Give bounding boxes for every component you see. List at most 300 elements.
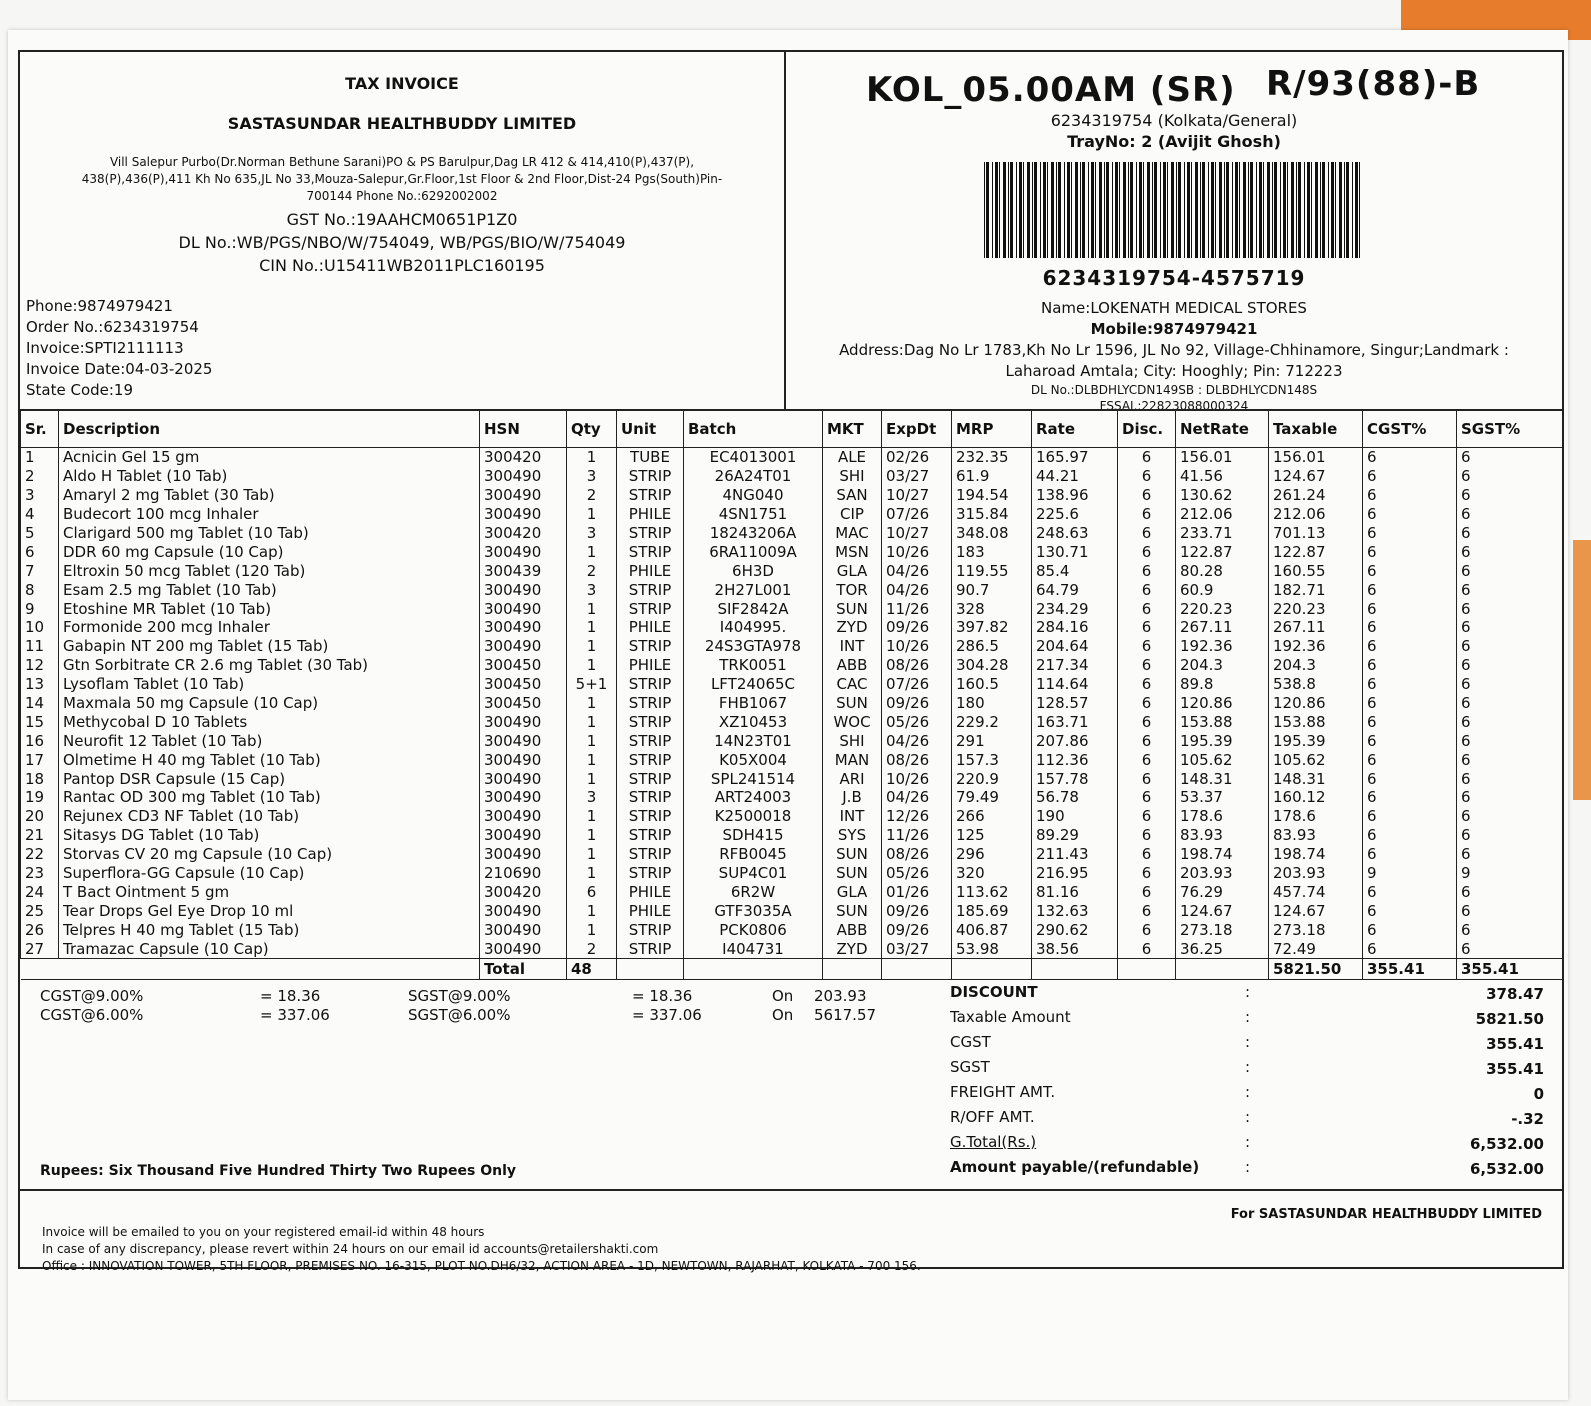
column-header: ExpDt bbox=[882, 410, 952, 448]
table-cell: 6 bbox=[1457, 826, 1563, 845]
barcode-bar bbox=[1346, 162, 1349, 258]
table-cell: 24S3GTA978 bbox=[684, 637, 823, 656]
table-cell: 6 bbox=[1363, 845, 1457, 864]
barcode-bar bbox=[1115, 162, 1118, 258]
barcode-bar bbox=[1215, 162, 1216, 258]
table-cell: 6 bbox=[1118, 920, 1176, 939]
table-cell: 6 bbox=[1363, 712, 1457, 731]
gst-number: GST No.:19AAHCM0651P1Z0 bbox=[286, 210, 518, 229]
barcode-bar bbox=[1171, 162, 1174, 258]
table-cell: 6 bbox=[1363, 618, 1457, 637]
table-cell: STRIP bbox=[617, 807, 684, 826]
table-cell: 125 bbox=[952, 826, 1032, 845]
barcode-bar bbox=[1160, 162, 1161, 258]
table-cell: 122.87 bbox=[1176, 542, 1269, 561]
table-cell: 320 bbox=[952, 864, 1032, 883]
table-cell: 11 bbox=[21, 637, 59, 656]
table-cell: PHILE bbox=[617, 561, 684, 580]
table-cell: 397.82 bbox=[952, 618, 1032, 637]
seller-header bbox=[20, 52, 786, 409]
table-cell: 267.11 bbox=[1176, 618, 1269, 637]
table-cell: 195.39 bbox=[1176, 731, 1269, 750]
barcode-bar bbox=[1091, 162, 1094, 258]
rack-reference: R/93(88)-B bbox=[1266, 64, 1481, 104]
table-row bbox=[21, 712, 1563, 731]
table-cell: 183 bbox=[952, 542, 1032, 561]
barcode-bar bbox=[1191, 162, 1192, 258]
barcode-bar bbox=[1106, 162, 1109, 258]
table-cell: 3 bbox=[567, 524, 617, 543]
table-cell: 212.06 bbox=[1269, 505, 1363, 524]
table-cell: STRIP bbox=[617, 637, 684, 656]
table-cell: K2500018 bbox=[684, 807, 823, 826]
table-cell: 290.62 bbox=[1032, 920, 1118, 939]
shipping-header bbox=[786, 52, 1562, 413]
table-cell: 122.87 bbox=[1269, 542, 1363, 561]
table-row bbox=[21, 505, 1563, 524]
barcode-bar bbox=[1208, 162, 1209, 258]
table-cell: 61.9 bbox=[952, 467, 1032, 486]
table-cell: 132.63 bbox=[1032, 901, 1118, 920]
table-cell: 6 bbox=[1363, 901, 1457, 920]
table-cell: ZYD bbox=[823, 939, 882, 958]
order-number: Order No.:6234319754 bbox=[26, 318, 199, 336]
table-cell: 6 bbox=[1457, 580, 1563, 599]
total-row bbox=[21, 959, 1563, 980]
table-cell: PHILE bbox=[617, 505, 684, 524]
tax-breakup-cgst-eq: = 337.06 bbox=[260, 1006, 330, 1024]
table-cell: 6 bbox=[1457, 882, 1563, 901]
barcode-bar bbox=[1032, 162, 1033, 258]
table-row bbox=[21, 524, 1563, 543]
barcode-bar bbox=[1359, 162, 1360, 258]
table-body bbox=[21, 448, 1563, 980]
table-cell: 130.71 bbox=[1032, 542, 1118, 561]
table-row bbox=[21, 656, 1563, 675]
table-cell: 232.35 bbox=[952, 448, 1032, 467]
table-cell: 178.6 bbox=[1269, 807, 1363, 826]
table-cell: 6 bbox=[1457, 939, 1563, 958]
table-cell: 14 bbox=[21, 694, 59, 713]
table-cell: SUN bbox=[823, 694, 882, 713]
column-header: Disc. bbox=[1118, 410, 1176, 448]
table-cell: XZ10453 bbox=[684, 712, 823, 731]
table-cell: 6 bbox=[1363, 448, 1457, 467]
table-cell: 204.3 bbox=[1269, 656, 1363, 675]
table-cell: 105.62 bbox=[1269, 750, 1363, 769]
table-cell: K05X004 bbox=[684, 750, 823, 769]
table-cell: 192.36 bbox=[1176, 637, 1269, 656]
table-row bbox=[21, 882, 1563, 901]
address-line: 438(P),436(P),411 Kh No 635,JL No 33,Mouza-Salepur,Gr.Floor,1st Floor & 2nd Floor,Dist-24 Pgs(South)Pin- bbox=[81, 172, 723, 186]
table-cell: Storvas CV 20 mg Capsule (10 Cap) bbox=[59, 845, 480, 864]
table-cell: 6 bbox=[1118, 826, 1176, 845]
barcode-bar bbox=[1128, 162, 1129, 258]
total-label: DISCOUNT bbox=[950, 983, 1038, 1001]
customer-mobile: Mobile:9874979421 bbox=[1090, 320, 1258, 338]
table-cell: 04/26 bbox=[882, 580, 952, 599]
customer-dl: DL No.:DLBDHLYCDN149SB : DLBDHLYCDN148S bbox=[1030, 383, 1318, 397]
state-code: State Code:19 bbox=[26, 381, 134, 399]
table-cell: 26 bbox=[21, 920, 59, 939]
total-cell: 5821.50 bbox=[1269, 959, 1363, 980]
table-cell: 300490 bbox=[480, 788, 567, 807]
barcode-bar bbox=[1051, 162, 1054, 258]
table-cell: STRIP bbox=[617, 580, 684, 599]
barcode bbox=[984, 162, 1362, 258]
table-cell: 1 bbox=[567, 864, 617, 883]
table-cell: 05/26 bbox=[882, 712, 952, 731]
table-row bbox=[21, 807, 1563, 826]
table-cell: 2 bbox=[567, 486, 617, 505]
registration-block bbox=[20, 208, 784, 277]
total-colon: : bbox=[1245, 983, 1251, 1001]
barcode-bar bbox=[1202, 162, 1205, 258]
table-row bbox=[21, 731, 1563, 750]
barcode-bar bbox=[1080, 162, 1081, 258]
table-cell: ARI bbox=[823, 769, 882, 788]
table-cell: GLA bbox=[823, 561, 882, 580]
table-cell: 6 bbox=[1118, 524, 1176, 543]
table-cell: 6 bbox=[1457, 675, 1563, 694]
table-cell: 6 bbox=[1457, 448, 1563, 467]
barcode-bar bbox=[1283, 162, 1286, 258]
table-cell: 105.62 bbox=[1176, 750, 1269, 769]
table-row bbox=[21, 486, 1563, 505]
table-cell: TUBE bbox=[617, 448, 684, 467]
table-cell: PHILE bbox=[617, 882, 684, 901]
barcode-bar bbox=[1267, 162, 1270, 258]
table-cell: 5+1 bbox=[567, 675, 617, 694]
table-cell: 08/26 bbox=[882, 750, 952, 769]
table-cell: 233.71 bbox=[1176, 524, 1269, 543]
table-cell: 6 bbox=[1118, 542, 1176, 561]
barcode-bar bbox=[1071, 162, 1072, 258]
table-cell: 6R2W bbox=[684, 882, 823, 901]
table-cell: 01/26 bbox=[882, 882, 952, 901]
table-row bbox=[21, 448, 1563, 467]
table-cell: 04/26 bbox=[882, 561, 952, 580]
invoice-number: Invoice:SPTI2111113 bbox=[26, 339, 184, 357]
table-cell: 1 bbox=[567, 656, 617, 675]
barcode-bar bbox=[1296, 162, 1297, 258]
table-cell: Budecort 100 mcg Inhaler bbox=[59, 505, 480, 524]
table-cell: 53.98 bbox=[952, 939, 1032, 958]
barcode-bar bbox=[1056, 162, 1057, 258]
table-cell: Aldo H Tablet (10 Tab) bbox=[59, 467, 480, 486]
barcode-bar bbox=[1152, 162, 1153, 258]
table-cell: STRIP bbox=[617, 675, 684, 694]
total-colon: : bbox=[1245, 1133, 1251, 1151]
table-cell: 53.37 bbox=[1176, 788, 1269, 807]
table-cell: PHILE bbox=[617, 618, 684, 637]
barcode-bar bbox=[1178, 162, 1181, 258]
dl-number: DL No.:WB/PGS/NBO/W/754049, WB/PGS/BIO/W/754049 bbox=[178, 233, 626, 252]
table-cell: 300490 bbox=[480, 845, 567, 864]
table-cell: 148.31 bbox=[1269, 769, 1363, 788]
tax-breakup-cgst-eq: = 18.36 bbox=[260, 987, 321, 1005]
table-cell: ZYD bbox=[823, 618, 882, 637]
amount-in-words: Rupees: Six Thousand Five Hundred Thirty Two Rupees Only bbox=[40, 1163, 517, 1179]
table-cell: 220.23 bbox=[1269, 599, 1363, 618]
table-cell: 6 bbox=[1363, 524, 1457, 543]
barcode-bar bbox=[1119, 162, 1120, 258]
barcode-bar bbox=[1235, 162, 1238, 258]
barcode-bar bbox=[1075, 162, 1078, 258]
barcode-bar bbox=[1226, 162, 1229, 258]
invoice-frame bbox=[18, 50, 1564, 1273]
barcode-bar bbox=[1123, 162, 1126, 258]
table-cell: GTF3035A bbox=[684, 901, 823, 920]
table-cell: 90.7 bbox=[952, 580, 1032, 599]
barcode-bar bbox=[1099, 162, 1102, 258]
customer-info bbox=[802, 298, 1546, 414]
barcode-bar bbox=[1003, 162, 1006, 258]
table-cell: 36.25 bbox=[1176, 939, 1269, 958]
table-cell: ABB bbox=[823, 656, 882, 675]
table-cell: 10/27 bbox=[882, 486, 952, 505]
table-cell: 1 bbox=[567, 826, 617, 845]
table-cell: 1 bbox=[567, 845, 617, 864]
barcode-bar bbox=[1250, 162, 1253, 258]
total-cell: 355.41 bbox=[1457, 959, 1563, 980]
table-cell: STRIP bbox=[617, 542, 684, 561]
phone: Phone:9874979421 bbox=[26, 297, 173, 315]
table-cell: 9 bbox=[1363, 864, 1457, 883]
table-cell: 3 bbox=[567, 788, 617, 807]
table-cell: 6 bbox=[1363, 750, 1457, 769]
table-cell: 148.31 bbox=[1176, 769, 1269, 788]
barcode-bar bbox=[1224, 162, 1225, 258]
table-cell: SYS bbox=[823, 826, 882, 845]
barcode-bar bbox=[1298, 162, 1301, 258]
table-cell: SAN bbox=[823, 486, 882, 505]
column-header: Qty bbox=[567, 410, 617, 448]
table-cell: Formonide 200 mcg Inhaler bbox=[59, 618, 480, 637]
invoice-meta bbox=[26, 296, 212, 401]
divider bbox=[20, 1189, 1562, 1191]
total-label: SGST bbox=[950, 1058, 990, 1076]
table-cell: STRIP bbox=[617, 788, 684, 807]
table-cell: 212.06 bbox=[1176, 505, 1269, 524]
table-cell: GLA bbox=[823, 882, 882, 901]
table-cell: 178.6 bbox=[1176, 807, 1269, 826]
table-cell: 11/26 bbox=[882, 826, 952, 845]
table-cell: 192.36 bbox=[1269, 637, 1363, 656]
barcode-bar bbox=[1315, 162, 1318, 258]
table-cell: 229.2 bbox=[952, 712, 1032, 731]
table-cell: Maxmala 50 mg Capsule (10 Cap) bbox=[59, 694, 480, 713]
table-cell: 185.69 bbox=[952, 901, 1032, 920]
table-row bbox=[21, 637, 1563, 656]
table-cell: 6 bbox=[1457, 901, 1563, 920]
table-cell: 6 bbox=[1118, 637, 1176, 656]
table-cell: 204.64 bbox=[1032, 637, 1118, 656]
table-cell: 6 bbox=[1118, 750, 1176, 769]
total-colon: : bbox=[1245, 1083, 1251, 1101]
table-cell: Superflora-GG Capsule (10 Cap) bbox=[59, 864, 480, 883]
barcode-bar bbox=[1280, 162, 1281, 258]
table-cell: 08/26 bbox=[882, 656, 952, 675]
table-cell: 18243206A bbox=[684, 524, 823, 543]
table-cell: 538.8 bbox=[1269, 675, 1363, 694]
table-cell: 41.56 bbox=[1176, 467, 1269, 486]
table-cell: 6 bbox=[567, 882, 617, 901]
table-cell: 300490 bbox=[480, 901, 567, 920]
total-value: 6,532.00 bbox=[1469, 1160, 1544, 1178]
table-cell: 300490 bbox=[480, 712, 567, 731]
table-cell: 1 bbox=[567, 542, 617, 561]
table-cell: 6 bbox=[1363, 826, 1457, 845]
table-cell: 160.12 bbox=[1269, 788, 1363, 807]
table-cell: 300490 bbox=[480, 486, 567, 505]
table-row bbox=[21, 826, 1563, 845]
table-cell: 13 bbox=[21, 675, 59, 694]
table-cell: WOC bbox=[823, 712, 882, 731]
table-cell: 203.93 bbox=[1269, 864, 1363, 883]
table-cell: STRIP bbox=[617, 524, 684, 543]
table-cell: 156.01 bbox=[1176, 448, 1269, 467]
table-cell: 60.9 bbox=[1176, 580, 1269, 599]
table-cell: Sitasys DG Tablet (10 Tab) bbox=[59, 826, 480, 845]
column-header: SGST% bbox=[1457, 410, 1563, 448]
barcode-bar bbox=[1043, 162, 1046, 258]
invoice-date: Invoice Date:04-03-2025 bbox=[26, 360, 213, 378]
footer-notes bbox=[42, 1224, 921, 1275]
table-cell: 26A24T01 bbox=[684, 467, 823, 486]
table-cell: 6 bbox=[1457, 542, 1563, 561]
barcode-bar bbox=[1064, 162, 1065, 258]
table-cell: 7 bbox=[21, 561, 59, 580]
table-cell: 701.13 bbox=[1269, 524, 1363, 543]
table-cell: 6 bbox=[1457, 599, 1563, 618]
table-cell: STRIP bbox=[617, 731, 684, 750]
table-cell: 6 bbox=[1457, 524, 1563, 543]
barcode-bar bbox=[1147, 162, 1150, 258]
barcode-bar bbox=[1067, 162, 1070, 258]
table-cell: 6 bbox=[1118, 448, 1176, 467]
table-cell: STRIP bbox=[617, 486, 684, 505]
table-row bbox=[21, 920, 1563, 939]
table-cell: 10/27 bbox=[882, 524, 952, 543]
total-colon: : bbox=[1245, 1058, 1251, 1076]
table-cell: 124.67 bbox=[1269, 901, 1363, 920]
table-cell: SUN bbox=[823, 845, 882, 864]
table-cell: Tramazac Capsule (10 Cap) bbox=[59, 939, 480, 958]
table-cell: 315.84 bbox=[952, 505, 1032, 524]
barcode-bar bbox=[1176, 162, 1177, 258]
table-cell: 1 bbox=[567, 637, 617, 656]
table-cell: Olmetime H 40 mg Tablet (10 Tab) bbox=[59, 750, 480, 769]
table-header-row bbox=[21, 410, 1563, 448]
table-cell: 6 bbox=[1363, 542, 1457, 561]
table-cell: 20 bbox=[21, 807, 59, 826]
customer-name: Name:LOKENATH MEDICAL STORES bbox=[1041, 299, 1307, 317]
table-cell: RFB0045 bbox=[684, 845, 823, 864]
table-cell: 6 bbox=[1363, 505, 1457, 524]
table-cell: 296 bbox=[952, 845, 1032, 864]
table-cell: 300450 bbox=[480, 656, 567, 675]
table-cell: SHI bbox=[823, 467, 882, 486]
table-cell: 6 bbox=[1118, 656, 1176, 675]
table-cell: 6 bbox=[1118, 505, 1176, 524]
barcode-bar bbox=[1187, 162, 1190, 258]
table-cell: 03/27 bbox=[882, 939, 952, 958]
address-line: Vill Salepur Purbo(Dr.Norman Bethune Sarani)PO & PS Barulpur,Dag LR 412 & 414,410(P),437(P), bbox=[109, 155, 695, 169]
table-cell: 09/26 bbox=[882, 920, 952, 939]
table-cell: 24 bbox=[21, 882, 59, 901]
table-row bbox=[21, 750, 1563, 769]
total-value: 5821.50 bbox=[1475, 1010, 1544, 1028]
table-cell: 216.95 bbox=[1032, 864, 1118, 883]
table-cell: 04/26 bbox=[882, 788, 952, 807]
table-cell: 217.34 bbox=[1032, 656, 1118, 675]
footer-line: Office : INNOVATION TOWER, 5TH FLOOR, PREMISES NO. 16-315, PLOT NO.DH6/32, ACTION AREA - 1D, NEWTOWN, RAJARHAT, KOLKATA - 700 156. bbox=[42, 1259, 921, 1273]
table-cell: 6 bbox=[1118, 486, 1176, 505]
table-row bbox=[21, 675, 1563, 694]
table-cell: 300450 bbox=[480, 675, 567, 694]
table-cell: 10/26 bbox=[882, 637, 952, 656]
table-cell: SPL241514 bbox=[684, 769, 823, 788]
barcode-bar bbox=[1040, 162, 1041, 258]
barcode-bar bbox=[1339, 162, 1342, 258]
table-cell: Gtn Sorbitrate CR 2.6 mg Tablet (30 Tab) bbox=[59, 656, 480, 675]
table-cell: STRIP bbox=[617, 712, 684, 731]
column-header: Rate bbox=[1032, 410, 1118, 448]
table-cell: STRIP bbox=[617, 599, 684, 618]
table-cell: FHB1067 bbox=[684, 694, 823, 713]
table-cell: 160.55 bbox=[1269, 561, 1363, 580]
table-cell: 6 bbox=[1118, 561, 1176, 580]
table-cell: 6 bbox=[1457, 618, 1563, 637]
table-cell: 203.93 bbox=[1176, 864, 1269, 883]
table-cell: 284.16 bbox=[1032, 618, 1118, 637]
table-cell: 6 bbox=[1457, 656, 1563, 675]
table-cell: 348.08 bbox=[952, 524, 1032, 543]
table-cell: SIF2842A bbox=[684, 599, 823, 618]
table-cell: 210690 bbox=[480, 864, 567, 883]
barcode-bar bbox=[1248, 162, 1249, 258]
table-cell: 6 bbox=[1363, 675, 1457, 694]
tax-breakup-on: On bbox=[772, 1006, 794, 1024]
barcode-bar bbox=[1256, 162, 1257, 258]
table-cell: 1 bbox=[567, 901, 617, 920]
table-cell: 190 bbox=[1032, 807, 1118, 826]
table-cell: 198.74 bbox=[1269, 845, 1363, 864]
table-cell: Telpres H 40 mg Tablet (15 Tab) bbox=[59, 920, 480, 939]
table-cell: 457.74 bbox=[1269, 882, 1363, 901]
table-cell: 64.79 bbox=[1032, 580, 1118, 599]
barcode-bar bbox=[1355, 162, 1358, 258]
table-cell: INT bbox=[823, 637, 882, 656]
table-cell: 6 bbox=[1457, 807, 1563, 826]
tax-breakup-cgst-label: CGST@9.00% bbox=[40, 987, 144, 1005]
table-cell: 130.62 bbox=[1176, 486, 1269, 505]
barcode-bar bbox=[1154, 162, 1157, 258]
table-cell: 09/26 bbox=[882, 618, 952, 637]
table-cell: 138.96 bbox=[1032, 486, 1118, 505]
total-label: CGST bbox=[950, 1033, 991, 1051]
table-cell: 6 bbox=[1363, 939, 1457, 958]
table-cell: SUN bbox=[823, 901, 882, 920]
table-cell: 83.93 bbox=[1269, 826, 1363, 845]
barcode-text: 6234319754-4575719 bbox=[1042, 266, 1306, 290]
barcode-bar bbox=[1167, 162, 1168, 258]
table-cell: MAN bbox=[823, 750, 882, 769]
barcode-bar bbox=[1259, 162, 1262, 258]
table-cell: 15 bbox=[21, 712, 59, 731]
barcode-bar bbox=[1184, 162, 1185, 258]
